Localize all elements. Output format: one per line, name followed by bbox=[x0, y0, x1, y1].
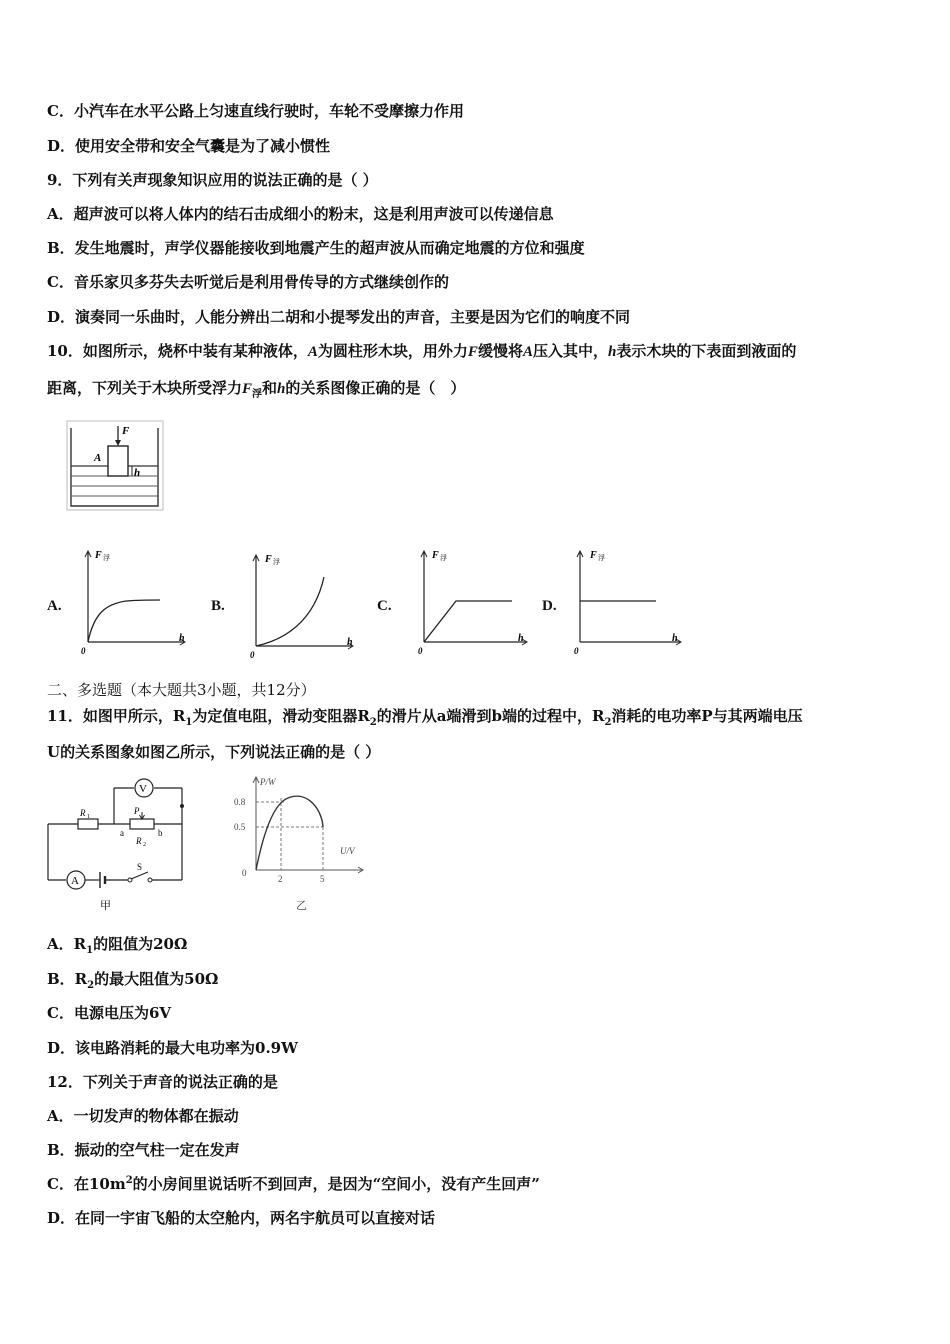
q11-option-b: B．$R_2$的最大阻值为50Ω bbox=[47, 970, 219, 991]
q10-option-b-label: B. bbox=[211, 598, 225, 614]
q11-option-d: D．该电路消耗的最大电功率为0.9W bbox=[47, 1039, 298, 1057]
svg-text:0: 0 bbox=[242, 868, 247, 878]
svg-text:2: 2 bbox=[278, 874, 283, 884]
q8-option-c: C．小汽车在水平公路上匀速直线行驶时，车轮不受摩擦力作用 bbox=[47, 102, 464, 120]
svg-text:浮: 浮 bbox=[598, 554, 605, 562]
beaker-force-label: F bbox=[122, 425, 130, 437]
q9-option-b: B．发生地震时，声学仪器能接收到地震产生的超声波从而确定地震的方位和强度 bbox=[47, 239, 585, 257]
q10-graph-d bbox=[568, 548, 688, 656]
svg-text:0: 0 bbox=[418, 646, 423, 656]
svg-text:R: R bbox=[80, 808, 86, 818]
svg-text:F: F bbox=[265, 554, 272, 565]
q9-option-a: A．超声波可以将人体内的结石击成细小的粉末，这是利用声波可以传递信息 bbox=[47, 205, 554, 223]
svg-text:F: F bbox=[95, 550, 102, 561]
q9-option-d: D．演奏同一乐曲时，人能分辨出二胡和小提琴发出的声音，主要是因为它们的响度不同 bbox=[47, 308, 631, 326]
svg-text:h: h bbox=[518, 633, 524, 644]
svg-text:h: h bbox=[347, 637, 353, 648]
q10-option-a-label: A. bbox=[47, 598, 62, 614]
svg-text:1: 1 bbox=[87, 814, 90, 820]
section-2-heading: 二、多选题（本大题共3小题，共12分） bbox=[47, 681, 316, 699]
svg-text:浮: 浮 bbox=[103, 554, 110, 562]
graph-caption: 乙 bbox=[296, 900, 307, 912]
svg-text:0: 0 bbox=[574, 646, 579, 656]
svg-text:h: h bbox=[672, 633, 678, 644]
svg-text:b: b bbox=[158, 828, 163, 838]
q12-option-a: A．一切发声的物体都在振动 bbox=[47, 1107, 239, 1125]
q12-option-b: B．振动的空气柱一定在发声 bbox=[47, 1141, 240, 1159]
svg-text:浮: 浮 bbox=[273, 558, 280, 566]
svg-text:a: a bbox=[120, 828, 124, 838]
q10-graph-b bbox=[244, 552, 356, 660]
svg-text:P: P bbox=[134, 806, 140, 816]
svg-text:F: F bbox=[432, 550, 439, 561]
q12-option-c: C．在$10m^2$的小房间里说话听不到回声，是因为“空间小，没有产生回声” bbox=[47, 1175, 540, 1193]
q11-stem-line1: 11．如图甲所示，$R_1$为定值电阻，滑动变阻器$R_2$的滑片从a端滑到b端的过程中，$R_2$消耗的电功率P与其两端电压 bbox=[47, 707, 803, 728]
q10-option-d-label: D. bbox=[542, 598, 557, 614]
q12-option-d: D．在同一宇宙飞船的太空舱内，两名宇航员可以直接对话 bbox=[47, 1209, 436, 1227]
svg-text:0.8: 0.8 bbox=[234, 797, 246, 807]
q10-graph-c bbox=[412, 548, 532, 656]
svg-text:R: R bbox=[136, 836, 142, 846]
svg-text:V: V bbox=[139, 783, 147, 795]
q10-option-c-label: C. bbox=[377, 598, 392, 614]
svg-text:h: h bbox=[179, 633, 185, 644]
q10-graph-a bbox=[76, 548, 188, 656]
q8-option-d: D．使用安全带和安全气囊是为了减小惯性 bbox=[47, 137, 331, 155]
svg-text:S: S bbox=[137, 862, 143, 872]
svg-text:F: F bbox=[590, 550, 597, 561]
q10-stem-line2: 距离，下列关于木块所受浮力$F_浮$和h的关系图像正确的是（ ） bbox=[47, 379, 466, 400]
beaker-block-label: A bbox=[94, 452, 102, 464]
beaker-figure bbox=[66, 420, 166, 512]
q9-option-c: C．音乐家贝多芬失去听觉后是利用骨传导的方式继续创作的 bbox=[47, 273, 449, 291]
svg-text:0.5: 0.5 bbox=[234, 822, 246, 832]
svg-text:0: 0 bbox=[250, 650, 255, 660]
q11-power-voltage-graph bbox=[228, 772, 368, 912]
circuit-caption: 甲 bbox=[100, 900, 111, 912]
svg-text:P/W: P/W bbox=[260, 777, 276, 787]
q12-stem: 12．下列关于声音的说法正确的是 bbox=[47, 1073, 278, 1091]
q9-stem: 9．下列有关声现象知识应用的说法正确的是（ ） bbox=[47, 171, 378, 189]
beaker-depth-label: h bbox=[134, 467, 141, 479]
q11-circuit-diagram bbox=[44, 772, 192, 912]
q11-stem-line2: U的关系图象如图乙所示，下列说法正确的是（ ） bbox=[47, 743, 381, 761]
q10-stem-line1: 10．如图所示，烧杯中装有某种液体，A为圆柱形木块，用外力F缓慢将A压入其中，h表示木块的下表面到液面的 bbox=[47, 342, 797, 360]
svg-text:2: 2 bbox=[143, 842, 146, 848]
q11-option-a: A．$R_1$的阻值为20Ω bbox=[47, 935, 188, 956]
svg-text:浮: 浮 bbox=[440, 554, 447, 562]
svg-text:0: 0 bbox=[81, 646, 86, 656]
q11-option-c: C．电源电压为6V bbox=[47, 1004, 172, 1022]
svg-text:U/V: U/V bbox=[340, 846, 355, 856]
svg-text:5: 5 bbox=[320, 874, 325, 884]
svg-text:A: A bbox=[71, 875, 79, 887]
